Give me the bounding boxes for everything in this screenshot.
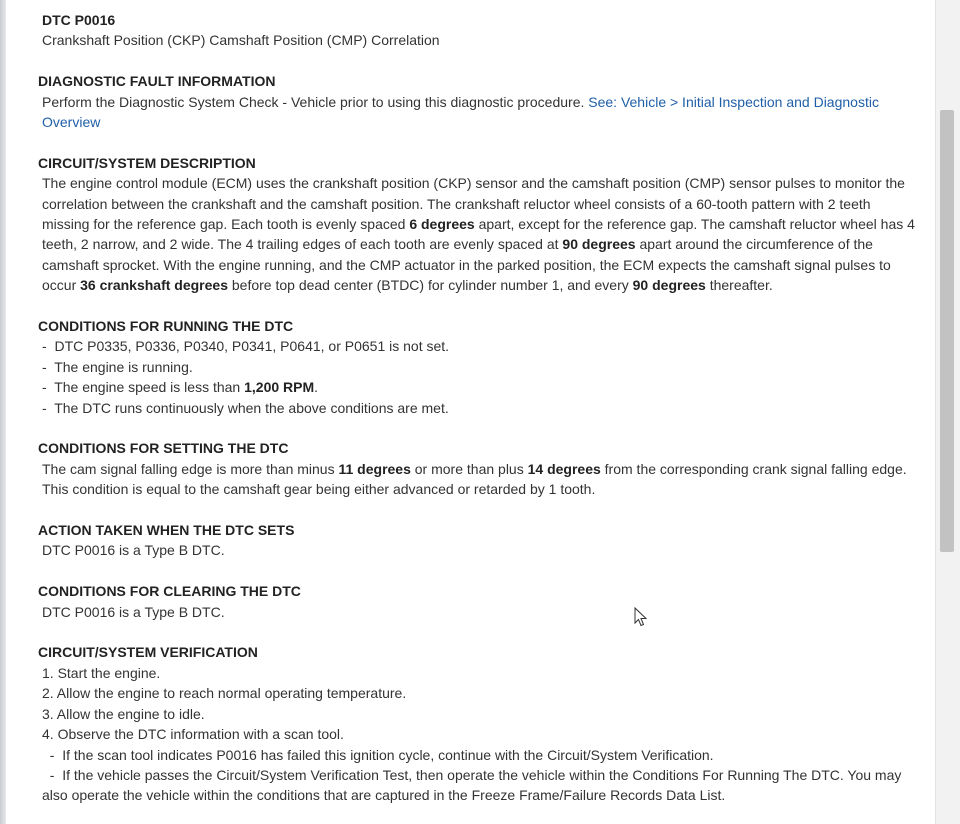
desc-part: apart, except for the reference gap. The camshaft reluctor wheel has 4 teeth, 2 narrow, and 2 wide. The 4 trailing edges of each tooth are evenly spaced at [42,216,915,253]
setting-paragraph [38,459,916,500]
section-heading: CONDITIONS FOR SETTING THE DTC [38,440,289,457]
circuit-system-verification [38,642,916,805]
list-item-text: DTC P0335, P0336, P0340, P0341, P0641, or P0651 is not set. [54,338,450,355]
desc-part: apart around the circumference of the camshaft sprocket. With the engine running, and the CMP actuator in the parked position, the ECM expects the camshaft signal pulses to occur [42,236,891,294]
desc-bold: 6 degrees [409,216,475,233]
sub-step-item: - If the scan tool indicates P0016 has failed this ignition cycle, continue with the Circuit/System Verification. [42,746,714,763]
sub-step-text: If the scan tool indicates P0016 has failed this ignition cycle, continue with the Circuit/System Verification. [62,746,714,763]
section-heading: CONDITIONS FOR CLEARING THE DTC [38,583,301,600]
dtc-title: Crankshaft Position (CKP) Camshaft Position (CMP) Correlation [42,32,440,49]
section-heading: ACTION TAKEN WHEN THE DTC SETS [38,522,295,539]
diagnostic-fault-info [38,71,916,132]
vertical-scrollbar[interactable] [935,0,960,824]
action-text: DTC P0016 is a Type B DTC. [42,542,225,559]
circuit-system-description [38,153,916,296]
desc-part: before top dead center (BTDC) for cylinder number 1, and every [231,277,629,294]
desc-bold: 90 degrees [632,277,706,294]
conditions-clearing [38,581,916,622]
scrollbar-thumb[interactable] [940,110,954,552]
list-item-text: The DTC runs continuously when the above conditions are met. [54,399,449,416]
section-heading: CIRCUIT/SYSTEM DESCRIPTION [38,154,256,171]
sub-step-item: - If the vehicle passes the Circuit/System Verification Test, then operate the vehicle within the Conditions For Running The DTC. You may also operate the vehicle within the conditions that are captured in the Freeze Frame/Failure Records Data List. [42,766,902,804]
section-heading: CIRCUIT/SYSTEM VERIFICATION [38,644,258,661]
diag-text: Perform the Diagnostic System Check - Vehicle prior to using this diagnostic procedure. [42,93,585,110]
setting-bold: 14 degrees [527,460,601,477]
step-item: 3. Allow the engine to idle. [42,705,205,722]
list-item: - The engine speed is less than 1,200 RPM. [42,379,319,396]
document-body [38,10,916,824]
mouse-pointer-icon [634,607,648,627]
action-taken [38,520,916,561]
step-item: 4. Observe the DTC information with a scan tool. [42,726,344,743]
rpm-value: 1,200 RPM [244,379,315,396]
list-item: - The engine is running. [42,358,193,375]
list-item: - The DTC runs continuously when the above conditions are met. [42,399,449,416]
clearing-text: DTC P0016 is a Type B DTC. [42,603,225,620]
desc-part: The engine control module (ECM) uses the crankshaft position (CKP) sensor and the camshaft position (CMP) sensor pulses to monitor the correlation between the crankshaft and the camshaft position. The crankshaft reluctor wheel consists of a 60-tooth pattern with 2 teeth missing for the reference gap. Each tooth is evenly spaced [42,175,905,233]
conditions-setting [38,438,916,499]
left-panel-edge [0,0,6,824]
list-item-text: The engine speed is less than [54,379,241,396]
conditions-running [38,316,916,418]
diag-text-line [38,92,916,133]
section-heading: CONDITIONS FOR RUNNING THE DTC [38,318,294,335]
setting-part: The cam signal falling edge is more than minus [42,460,335,477]
step-item: 1. Start the engine. [42,664,161,681]
dtc-code: DTC P0016 [42,12,116,28]
list-item-text: The engine is running. [54,358,193,375]
desc-bold: 90 degrees [562,236,636,253]
see-vehicle-link[interactable]: See: Vehicle > Initial Inspection and Diagnostic Overview [42,93,879,131]
desc-part: thereafter. [709,277,773,294]
setting-part: from the corresponding crank signal falling edge. This condition is equal to the camshaft gear being either advanced or retarded by 1 tooth. [42,460,907,498]
list-item: - DTC P0335, P0336, P0340, P0341, P0641, or P0651 is not set. [42,338,450,355]
description-paragraph [38,173,916,295]
dtc-header [38,10,916,51]
step-item: 2. Allow the engine to reach normal operating temperature. [42,685,407,702]
desc-bold: 36 crankshaft degrees [80,277,228,294]
list-item-text: . [314,379,319,396]
section-heading: DIAGNOSTIC FAULT INFORMATION [38,73,276,90]
sub-step-text: If the vehicle passes the Circuit/System Verification Test, then operate the vehicle within the Conditions For Running The DTC. You may also operate the vehicle within the conditions that are captured in the Freeze Frame/Failure Records Data List. [42,766,902,804]
setting-part: or more than plus [414,460,524,477]
setting-bold: 11 degrees [338,460,411,477]
